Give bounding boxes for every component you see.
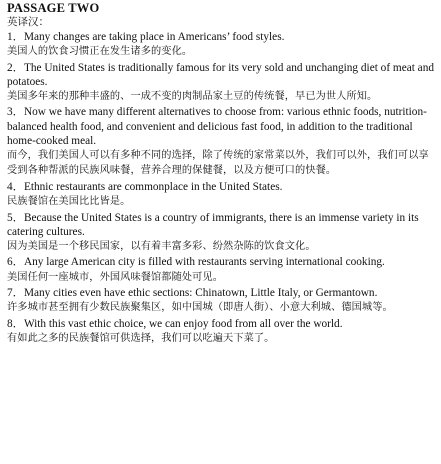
chinese-translation: 美国多年来的那种丰盛的、一成不变的肉制品家土豆的传统餐，早已为世人所知。 [7, 90, 378, 102]
chinese-translation: 美国任何一座城市，外国风味餐馆都随处可见。 [7, 271, 224, 283]
english-sentence: 2．The United States is traditionally famous for its very sold and unchanging diet of meat and potatoes. [7, 61, 434, 88]
chinese-translation: 民族餐馆在美国比比皆是。 [7, 196, 131, 208]
sentence-pair [7, 30, 437, 60]
sentence-pair [7, 105, 437, 178]
sentence-pair [7, 317, 437, 347]
english-sentence: 3．Now we have many different alternatives to choose from: various ethnic foods, nutrition-balanced health food, and convenient and delicious fast food, in addition to the traditional home-cooked meal. [7, 106, 427, 147]
chinese-translation: 因为美国是一个移民国家，以有着丰富多彩、纷然杂陈的饮食文化。 [7, 240, 316, 252]
passage-title: PASSAGE TWO [7, 1, 100, 15]
english-sentence: 7．Many cities even have ethic sections: Chinatown, Little Italy, or Germantown. [7, 287, 378, 300]
english-sentence: 5．Because the United States is a country of immigrants, there is an immense variety in its catering cultures. [7, 211, 419, 238]
sentence-pair [7, 255, 437, 285]
section-subtitle: 英译汉： [7, 16, 49, 28]
english-sentence: 4．Ethnic restaurants are commonplace in the United States. [7, 180, 283, 193]
sentence-pair [7, 211, 437, 255]
sentence-pair [7, 286, 437, 316]
english-sentence: 6．Any large American city is filled with restaurants serving international cooking. [7, 256, 385, 269]
english-sentence: 8．With this vast ethic choice, we can enjoy food from all over the world. [7, 317, 343, 330]
document [7, 1, 437, 346]
chinese-translation: 有如此之多的民族餐馆可供选择，我们可以吃遍天下菜了。 [7, 332, 275, 344]
chinese-translation: 许多城市甚至拥有少数民族聚集区，如中国城（即唐人街）、小意大利城、德国城等。 [7, 302, 393, 314]
chinese-translation: 美国人的饮食习惯正在发生诸多的变化。 [7, 46, 193, 58]
chinese-translation: 而今，我们美国人可以有多种不同的选择，除了传统的家常菜以外，我们可以外，我们可以享受到各种帮派的民族风味餐，营养合理的保健餐，以及方便可口的快餐。 [7, 149, 429, 177]
english-sentence: 1．Many changes are taking place in Americans’ food styles. [7, 31, 285, 43]
sentence-pair [7, 61, 437, 105]
sentence-pair [7, 180, 437, 210]
